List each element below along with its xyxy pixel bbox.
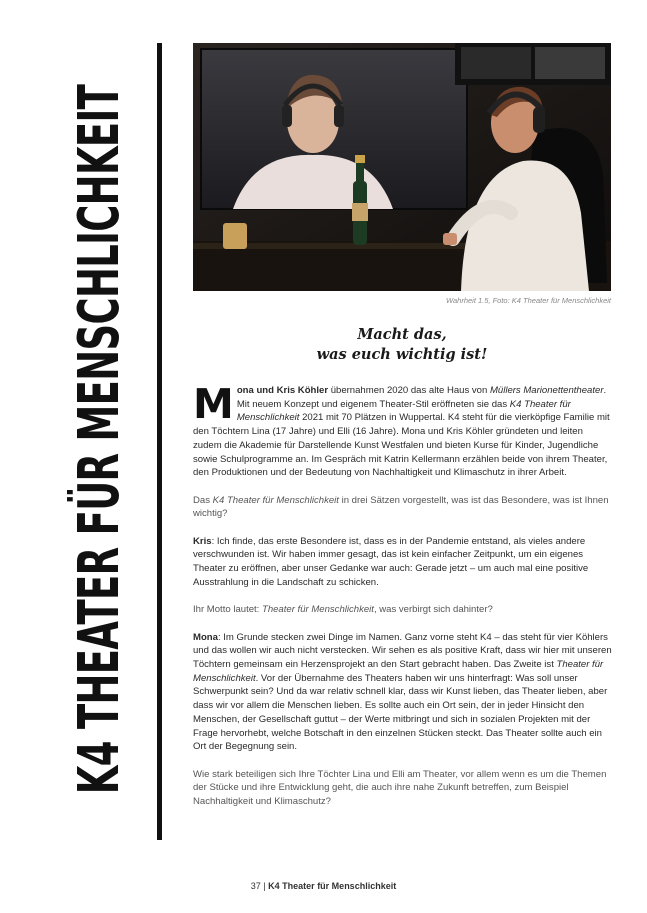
question-emphasis: Theater für Menschlichkeit xyxy=(261,604,374,616)
answer-text: : Ich finde, das erste Besondere ist, dass es in der Pandemie entstand, als vieles andere verschwunden ist. Wir haben immer gesagt, das ist kein einfacher Zeitpunkt, um ein eigenes Theater zu eröffnen, aber unser Gedanke war auch: Gerade jetzt – um auch mal eine positive Ausstrahlung in die Landschaft zu schicken. xyxy=(193,535,589,588)
answer-text: . Vor der Übernahme des Theaters haben wir uns hinterfragt: Was soll unser Schwerpunkt sein? Und da war relativ schnell klar, dass wir Kunst lieben, das Theater lieben, aber dass wir vor allem die Menschen lieben. Es sollte auch ein Ort sein, der in jeder Hinsicht den Menschen, der Gesellschaft guttut – der Werte mitbringt und sich in sozialen Projekten mit der Frage hervorhebt, welche Botschaft in den einzelnen Stücken steckt. Das Theater sollte auch ein Ort der Begegnung sein. xyxy=(193,672,608,753)
question-3: Wie stark beteiligen sich Ihre Töchter Lina und Elli am Theater, vor allem wenn es um die Themen der Stücke und ihre Entwicklung geht, die auch ihre nahe Zukunft betreffen, zum Beispiel Nachhaltigkeit und Klimaschutz? xyxy=(193,768,607,808)
question-emphasis: K4 Theater für Menschlichkeit xyxy=(212,494,339,506)
footer-separator: | xyxy=(263,881,266,891)
page-footer xyxy=(0,881,647,891)
intro-text: 2021 mit 70 Plätzen in Wuppertal. K4 steht für die vierköpfige Familie mit den Töchtern Lina (17 Jahre) und Elli (16 Jahre). Mona und Kris Köhler gründeten und leiten zudem die Akademie für Darstellende Kunst Westfalen und bieten Kurse für Kinder, Jugendliche sowie Schulprogramme an. Im Gespräch mit Katrin Kellermann erzählen beide von ihrem Theater, den Produktionen und der Bedeutung von Nachhaltigkeit und Klimaschutz in ihrer Arbeit. xyxy=(193,412,610,479)
vertical-title-wrap xyxy=(58,40,140,840)
answer-2 xyxy=(193,631,613,754)
speaker-name: Mona xyxy=(193,631,218,643)
drop-cap: M xyxy=(193,380,234,428)
vertical-rule xyxy=(157,43,162,840)
intro-text: . Mit neuem Konzept und eigenem Theater-Stil eröffneten sie das xyxy=(236,385,607,410)
intro-emphasis: Müllers Marionettentheater xyxy=(489,385,604,396)
answer-emphasis: Theater für Menschlichkeit xyxy=(193,659,604,684)
question-2 xyxy=(193,603,613,617)
headline-line-2: was euch wichtig ist! xyxy=(316,346,488,363)
vertical-title-text: K4 THEATER FÜR MENSCHLICHKEIT xyxy=(66,85,132,795)
photo-caption: Wahrheit 1.5, Foto: K4 Theater für Menschlichkeit xyxy=(446,296,611,305)
question-text: , was verbirgt sich dahinter? xyxy=(373,604,493,616)
footer-section: K4 Theater für Menschlichkeit xyxy=(268,881,397,891)
vertical-title xyxy=(58,40,140,840)
intro-lead: ona und Kris Köhler xyxy=(236,385,329,396)
intro-text: übernahmen 2020 das alte Haus von xyxy=(328,385,490,396)
page-number: 37 xyxy=(250,881,261,891)
question-text: in drei Sätzen vorgestellt, was ist das Besondere, was ist Ihnen wichtig? xyxy=(193,494,609,520)
question-text: Ihr Motto lautet: xyxy=(193,604,262,616)
answer-text: : Im Grunde stecken zwei Dinge im Namen. Ganz vorne steht K4 – das steht für vier Köhlers und das wollen wir auch nicht verstecken. Wir sehen es als positive Kraft, dass wir hier mit unseren Töchtern gemeinsam ein Herzensprojekt an den Start gebracht haben. Das Zweite ist xyxy=(193,631,612,670)
intro-emphasis: K4 Theater für Menschlichkeit xyxy=(236,398,571,424)
article-headline xyxy=(193,325,611,365)
headline-line-1: Macht das, xyxy=(357,326,447,343)
photo-illustration xyxy=(193,43,611,291)
article-body xyxy=(193,380,613,822)
intro-paragraph xyxy=(193,380,613,480)
answer-1 xyxy=(193,535,613,590)
article-photo xyxy=(193,43,611,291)
question-1 xyxy=(193,494,613,521)
speaker-name: Kris xyxy=(193,535,212,547)
question-text: Das xyxy=(193,494,213,506)
